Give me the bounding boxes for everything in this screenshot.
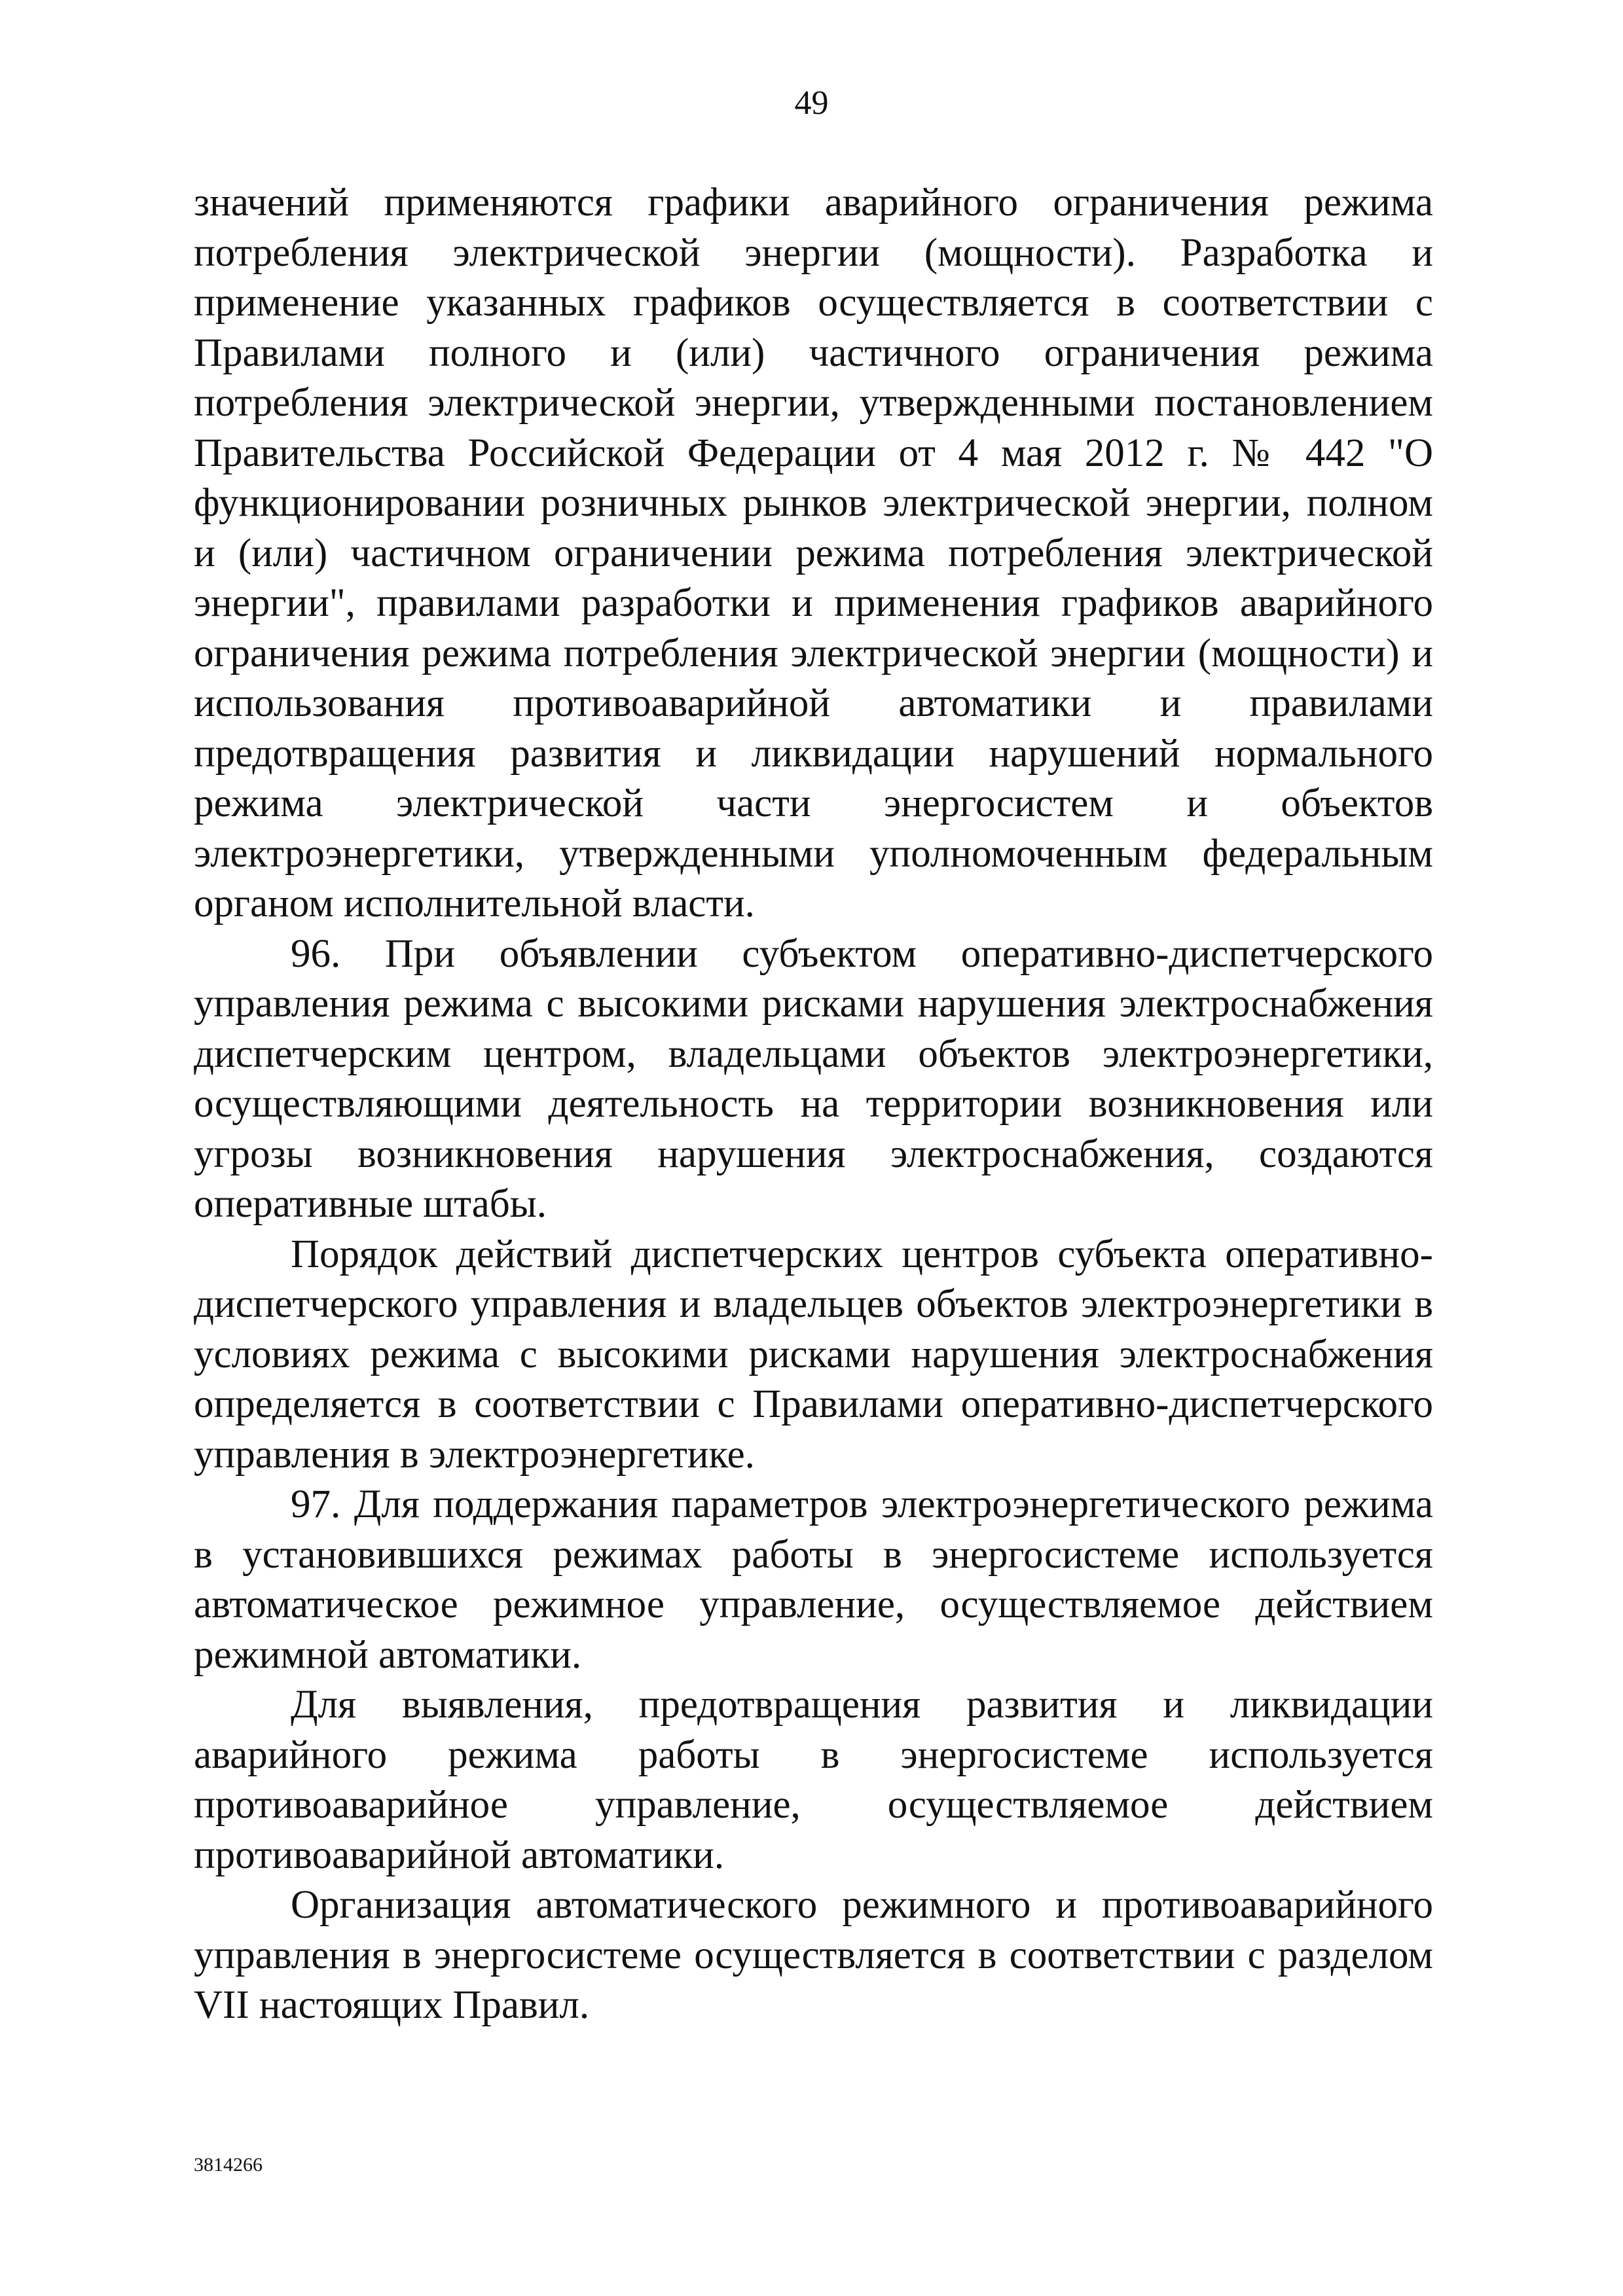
paragraph-item-96: 96. При объявлении субъектом оперативно-диспетчерского управления режима с высокими рисками нарушения электроснабжения диспетчерским центром, владельцами объектов электроэнергетики, осуществляющими деятельность на территории возникновения или угрозы возникновения нарушения электроснабжения, создаются оперативные штабы. — [194, 931, 1433, 1226]
page-number: 49 — [794, 84, 829, 122]
document-body — [194, 178, 1433, 2031]
document-code: 3814266 — [194, 2154, 263, 2176]
paragraph-procedure: Порядок действий диспетчерских центров субъекта оперативно-диспетчерского управления и владельцев объектов электроэнергетики в условиях режима с высокими рисками нарушения электроснабжения определяется в соответствии с Правилами оперативно-диспетчерского управления в электроэнергетике. — [194, 1232, 1433, 1477]
paragraph-emergency-control: Для выявления, предотвращения развития и ликвидации аварийного режима работы в энергосистеме используется противоаварийное управление, осуществляемое действием противоаварийной автоматики. — [194, 1683, 1433, 1877]
paragraph-organization: Организация автоматического режимного и противоаварийного управления в энергосистеме осуществляется в соответствии с разделом VII настоящих Правил. — [194, 1883, 1433, 2027]
paragraph-continuation: значений применяются графики аварийного ограничения режима потребления электрической энергии (мощности). Разработка и применение указанных графиков осуществляется в соответствии с Правилами полного и (или) частичного ограничения режима потребления электрической энергии, утвержденными постановлением Правительства Российской Федерации от 4 мая 2012 г. № 442 "О функционировании розничных рынков электрической энергии, полном и (или) частичном ограничении режима потребления электрической энергии", правилами разработки и применения графиков аварийного ограничения режима потребления электрической энергии (мощности) и использования противоаварийной автоматики и правилами предотвращения развития и ликвидации нарушений нормального режима электрической части энергосистем и объектов электроэнергетики, утвержденными уполномоченным федеральным органом исполнительной власти. — [194, 181, 1433, 925]
paragraph-item-97: 97. Для поддержания параметров электроэнергетического режима в установившихся режимах работы в энергосистеме используется автоматическое режимное управление, осуществляемое действием режимной автоматики. — [194, 1482, 1433, 1677]
